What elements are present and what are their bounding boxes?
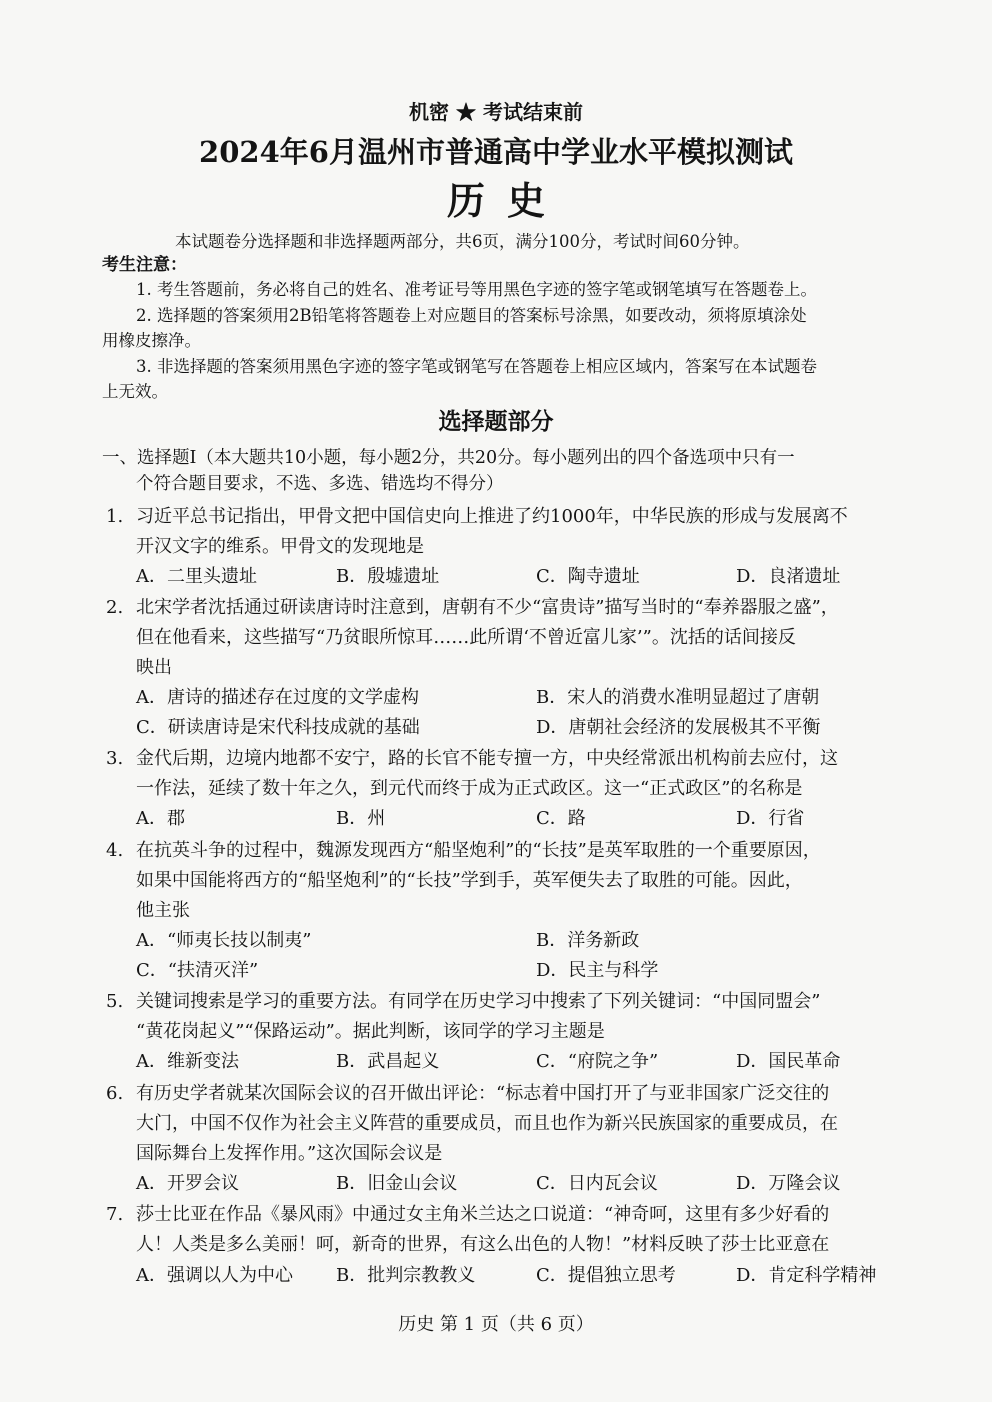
notice-item-3-cont: 上无效。 [102, 382, 168, 401]
notice-item-1: 1. 考生答题前，务必将自己的姓名、准考证号等用黑色字迹的签字笔或钢笔填写在答题卷上。 [136, 280, 817, 299]
question-text: 一作法，延续了数十年之久，到元代而终于成为正式政区。这一“正式政区”的名称是 [136, 778, 803, 799]
question-number: 2. [106, 597, 124, 618]
option-a: A．二里头遗址 [136, 566, 257, 587]
option-c: C．陶寺遗址 [536, 566, 640, 587]
notice-item-2-cont: 用橡皮擦净。 [102, 331, 201, 350]
question-text: 有历史学者就某次国际会议的召开做出评论：“标志着中国打开了与亚非国家广泛交往的 [136, 1083, 830, 1104]
option-c: C．日内瓦会议 [536, 1173, 658, 1194]
option-a: A．唐诗的描述存在过度的文学虚构 [136, 687, 419, 708]
question-text: 在抗英斗争的过程中，魏源发现西方“船坚炮利”的“长技”是英军取胜的一个重要原因， [136, 840, 821, 861]
question-number: 6. [106, 1083, 124, 1104]
option-d: D．肯定科学精神 [736, 1265, 877, 1286]
option-d: D．唐朝社会经济的发展极其不平衡 [536, 717, 821, 738]
question-text: 国际舞台上发挥作用。”这次国际会议是 [136, 1143, 443, 1164]
option-d: D．民主与科学 [536, 960, 659, 981]
question-text: 习近平总书记指出，甲骨文把中国信史向上推进了约1000年，中华民族的形成与发展离不 [136, 506, 848, 527]
option-b: B．批判宗教教义 [336, 1265, 476, 1286]
question-text: 金代后期，边境内地都不安宁，路的长官不能专擅一方，中央经常派出机构前去应付，这 [136, 748, 838, 769]
option-c: C．路 [536, 808, 586, 829]
option-c: C．提倡独立思考 [536, 1265, 676, 1286]
option-b: B．旧金山会议 [336, 1173, 458, 1194]
option-a: A．维新变法 [136, 1051, 239, 1072]
question-number: 5. [106, 991, 124, 1012]
option-c: C．研读唐诗是宋代科技成就的基础 [136, 717, 420, 738]
question-text: 北宋学者沈括通过研读唐诗时注意到，唐朝有不少“富贵诗”描写当时的“奉养器服之盛”， [136, 597, 839, 618]
question-text: 人！人类是多么美丽！呵，新奇的世界，有这么出色的人物！”材料反映了莎士比亚意在 [136, 1234, 830, 1255]
question-number: 4. [106, 840, 124, 861]
confidential-label: 机密 ★ 考试结束前 [409, 100, 583, 124]
exam-intro: 本试题卷分选择题和非选择题两部分，共6页，满分100分，考试时间60分钟。 [175, 232, 750, 251]
part-instructions: 一、选择题Ⅰ（本大题共10小题，每小题2分，共20分。每小题列出的四个备选项中只有一 [102, 448, 795, 468]
question-text: “黄花岗起义”“保路运动”。据此判断，该同学的学习主题是 [136, 1021, 605, 1042]
question-number: 7. [106, 1204, 124, 1225]
question-text: 开汉文字的维系。甲骨文的发现地是 [136, 536, 424, 557]
question-number: 1. [106, 506, 124, 527]
notice-item-3: 3. 非选择题的答案须用黑色字迹的签字笔或钢笔写在答题卷上相应区域内，答案写在本试题卷 [136, 357, 817, 376]
option-d: D．万隆会议 [736, 1173, 841, 1194]
part-instructions-cont: 个符合题目要求，不选、多选、错选均不得分） [136, 474, 504, 494]
option-a: A．强调以人为中心 [136, 1265, 293, 1286]
option-b: B．武昌起义 [336, 1051, 440, 1072]
option-d: D．良渚遗址 [736, 566, 841, 587]
subject-title: 历史 [446, 178, 567, 223]
notice-heading: 考生注意： [102, 255, 187, 275]
option-b: B．宋人的消费水准明显超过了唐朝 [536, 687, 820, 708]
option-d: D．行省 [736, 808, 805, 829]
option-c: C．“府院之争” [536, 1051, 659, 1072]
option-d: D．国民革命 [736, 1051, 841, 1072]
question-text: 他主张 [136, 900, 190, 921]
option-a: A．“师夷长技以制夷” [136, 930, 312, 951]
section-title: 选择题部分 [438, 408, 554, 435]
question-text: 但在他看来，这些描写“乃贫眼所惊耳……此所谓‘不曾近富儿家’”。沈括的话间接反 [136, 627, 796, 648]
notice-item-2: 2. 选择题的答案须用2B铅笔将答题卷上对应题目的答案标号涂黑，如要改动，须将原填涂处 [136, 306, 807, 325]
question-number: 3. [106, 748, 124, 769]
page-footer: 历史 第 1 页（共 6 页） [398, 1314, 594, 1335]
question-text: 如果中国能将西方的“船坚炮利”的“长技”学到手，英军便失去了取胜的可能。因此， [136, 870, 803, 891]
option-a: A．开罗会议 [136, 1173, 239, 1194]
question-text: 映出 [136, 657, 172, 678]
exam-title: 2024年6月温州市普通高中学业水平模拟测试 [199, 135, 793, 169]
question-text: 莎士比亚在作品《暴风雨》中通过女主角米兰达之口说道：“神奇呵，这里有多少好看的 [136, 1204, 830, 1225]
option-c: C．“扶清灭洋” [136, 960, 259, 981]
question-text: 关键词搜索是学习的重要方法。有同学在历史学习中搜索了下列关键词：“中国同盟会” [136, 991, 821, 1012]
option-b: B．洋务新政 [536, 930, 640, 951]
option-b: B．州 [336, 808, 386, 829]
question-text: 大门，中国不仅作为社会主义阵营的重要成员，而且也作为新兴民族国家的重要成员，在 [136, 1113, 838, 1134]
option-a: A．郡 [136, 808, 185, 829]
option-b: B．殷墟遗址 [336, 566, 440, 587]
